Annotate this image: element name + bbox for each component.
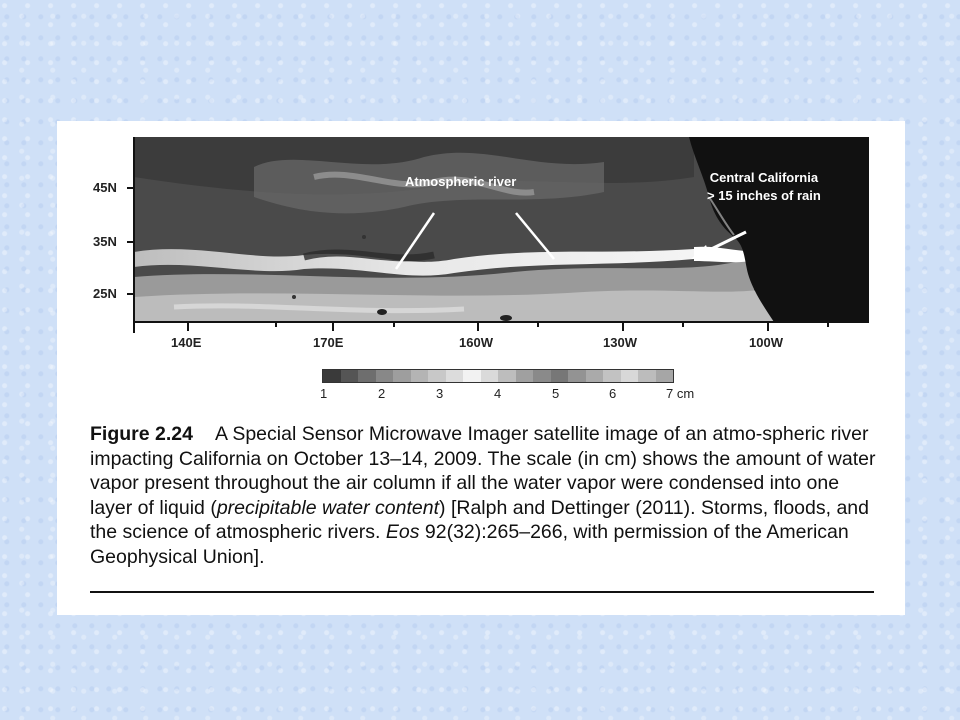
central-california-annotation-line2: > 15 inches of rain [707, 188, 821, 203]
colorbar-swatch [586, 370, 604, 382]
colorbar-label: 6 [609, 386, 617, 401]
colorbar [322, 369, 674, 383]
colorbar-swatch [428, 370, 446, 382]
x-axis-label-160w: 160W [459, 335, 493, 350]
y-axis-label-45n: 45N [93, 180, 117, 195]
y-tick [127, 187, 134, 189]
y-tick [127, 241, 134, 243]
caption-text-3: 92(32):265–266, with permission of the American Geophysical Union]. [90, 521, 849, 568]
colorbar-swatch [481, 370, 499, 382]
caption-text-1: A Special Sensor Microwave Imager satellite image of an atmo-spheric river impacting California on October 13–14, 2009. The scale (in cm) shows the amount of water vapor present throughout the air column if all the water vapor were condensed into one layer of liquid ( [90, 423, 876, 519]
y-tick [127, 293, 134, 295]
colorbar-swatch [551, 370, 569, 382]
x-tick [827, 321, 829, 327]
x-axis-label-130w: 130W [603, 335, 637, 350]
colorbar-swatch [323, 370, 341, 382]
y-axis-label-25n: 25N [93, 286, 117, 301]
colorbar-label: 2 [378, 386, 386, 401]
x-tick [393, 321, 395, 327]
y-axis-label-35n: 35N [93, 234, 117, 249]
colorbar-label: 4 [494, 386, 502, 401]
colorbar-label: 5 [552, 386, 560, 401]
colorbar-swatch [568, 370, 586, 382]
colorbar-label: 1 [320, 386, 328, 401]
colorbar-label: 3 [436, 386, 444, 401]
caption-italic-2: Eos [385, 521, 420, 543]
x-axis-label-100w: 100W [749, 335, 783, 350]
colorbar-swatch [376, 370, 394, 382]
colorbar-swatch [516, 370, 534, 382]
colorbar-swatch [498, 370, 516, 382]
figure-label: Figure 2.24 [90, 423, 193, 445]
caption-italic-1: precipitable water content [216, 496, 440, 519]
colorbar-swatch [463, 370, 481, 382]
colorbar-swatch [358, 370, 376, 382]
central-california-annotation [707, 169, 821, 205]
colorbar-swatch [393, 370, 411, 382]
x-tick [275, 321, 277, 327]
x-tick [477, 321, 479, 331]
slide-panel [57, 121, 905, 615]
colorbar-swatch [603, 370, 621, 382]
central-california-annotation-line1: Central California [709, 170, 819, 185]
atmospheric-river-annotation: Atmospheric river [405, 174, 517, 189]
x-axis-label-140e: 140E [171, 335, 202, 350]
colorbar-swatch [446, 370, 464, 382]
colorbar-swatch [656, 370, 674, 382]
x-tick [187, 321, 189, 331]
colorbar-swatch [533, 370, 551, 382]
colorbar-swatch [621, 370, 639, 382]
map-axis-bottom [133, 321, 869, 323]
x-axis-label-170e: 170E [313, 335, 344, 350]
colorbar-swatch [341, 370, 359, 382]
x-tick [682, 321, 684, 327]
figure-caption [90, 422, 880, 569]
x-tick [537, 321, 539, 327]
colorbar-label: 7 cm [666, 386, 695, 401]
caption-rule [90, 591, 874, 593]
colorbar-swatch [411, 370, 429, 382]
satellite-map [134, 137, 869, 322]
caption-text-2: ) [Ralph and Dettinger (2011). Storms, floods, and the science of atmospheric rivers. [90, 496, 869, 543]
map-axis-left [133, 137, 135, 333]
x-tick [332, 321, 334, 331]
x-tick [622, 321, 624, 331]
colorbar-swatch [638, 370, 656, 382]
satellite-map-image [134, 137, 869, 322]
x-tick [767, 321, 769, 331]
